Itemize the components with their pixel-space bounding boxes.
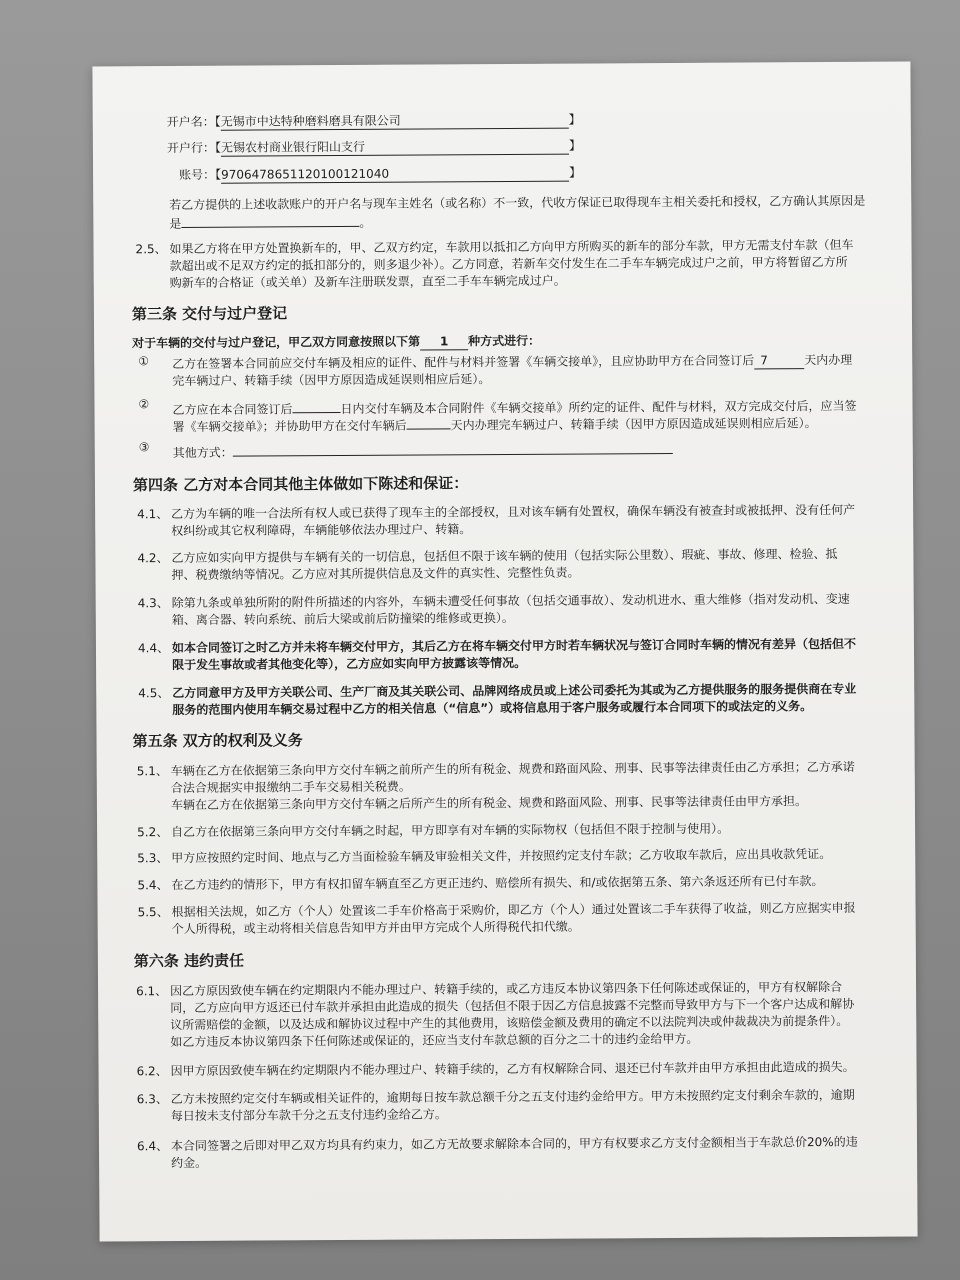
section-6-c3-num: 6.3、: [136, 1092, 168, 1107]
section-3-item3-label: 其他方式：: [172, 445, 233, 461]
account-bank-row: [167, 138, 581, 158]
account-mismatch-line1: 若乙方提供的上述收款账户的开户名与现车主姓名（或名称）不一致，代收方保证已取得现车主相关委托和授权，乙方确认其原因是: [169, 193, 866, 213]
section-3-item1-num: ①: [138, 354, 150, 369]
account-number-close: 】: [569, 165, 582, 180]
section-3-item2-prefix: 乙方应在本合同签订后: [172, 402, 293, 418]
section-6-c2-num: 6.2、: [136, 1064, 168, 1079]
account-bank-label: 开户行：【: [166, 140, 221, 156]
section-5-c3-num: 5.3、: [137, 851, 169, 866]
account-mismatch-suffix: 。: [359, 215, 372, 230]
section-5-c4-num: 5.4、: [137, 878, 169, 893]
section-6-c4-num: 6.4、: [136, 1139, 169, 1154]
section-6-c3-l1: 乙方未按照约定交付车辆或相关证件的，逾期每日按车款总额千分之五支付违约金给甲方。甲方未按照约定支付剩余车款的，逾期: [170, 1087, 855, 1107]
section-3-item2-num: ②: [138, 397, 150, 412]
section-6-c4-l1: 本合同签署之后即对甲乙双方均具有约束力，如乙方无故要求解除本合同的，甲方有权要求乙方支付金额相当于车款总价20%的违: [170, 1134, 858, 1154]
section-4-c1-l1: 乙方为车辆的唯一合法所有权人或已获得了现车主的全部授权，且对该车辆有处置权，确保车辆没有被查封或被抵押、没有任何产: [171, 502, 856, 522]
section-5-c3-l1: 甲方应按照约定时间、地点与乙方当面检验车辆及审验相关文件，并按照约定支付车款；乙方收取车款后，应出具收款凭证。: [171, 847, 832, 866]
section-4-c5-l1: 乙方同意甲方及甲方关联公司、生产厂商及其关联公司、品牌网络成员或上述公司委托为其或为乙方提供服务的服务提供商在专业: [172, 681, 857, 701]
account-mismatch-line2: [169, 212, 371, 232]
account-name-row: [167, 112, 581, 132]
section-3-item1-line1: [172, 352, 852, 373]
account-mismatch-blank: [181, 212, 359, 228]
account-name-label: 开户名：【: [166, 114, 221, 130]
account-bank-value: 无锡农村商业银行阳山支行: [221, 138, 569, 157]
section-6-c3-l2: 每日按未支付部分车款千分之五支付违约金给乙方。: [170, 1107, 447, 1124]
clause-2-5-line1: 如果乙方将在甲方处置换新车的，甲、乙双方约定，车款用以抵扣乙方向甲方所购买的新车的部分车款，甲方无需支付车款（但车: [169, 237, 854, 257]
section-6-title: 第六条 违约责任: [133, 951, 245, 971]
contract-content: [92, 62, 917, 1242]
section-3-item1-suffix: 天内办理: [804, 352, 853, 368]
section-3-item3-blank: [233, 439, 673, 457]
section-5-c2-num: 5.2、: [137, 825, 169, 840]
section-5-c1-num: 5.1、: [136, 764, 168, 779]
section-3-item1-prefix: 乙方在签署本合同前应交付车辆及相应的证件、配件与材料并签署《车辆交接单》，且应协助甲方在合同签订后: [172, 353, 755, 372]
section-3-item2-l2-prefix: 署《车辆交接单》；并协助甲方在交付车辆后: [172, 418, 407, 435]
account-name-close: 】: [568, 112, 581, 127]
section-3-item3-num: ③: [138, 440, 150, 455]
section-6-c1-l2: 同，乙方应向甲方返还已付车款并承担由此造成的损失（包括但不限于因乙方信息披露不完整而导致甲方与下一个客户达成和解协: [170, 996, 855, 1016]
clause-2-5-num: 2.5、: [135, 242, 167, 257]
section-4-c3-num: 4.3、: [137, 596, 169, 611]
section-6-c1-l3: 议所需赔偿的金额，以及达成和解协议过程中产生的其他费用，该赔偿金额及费用的确定不以法院判决或仲裁裁决为前提条件）。: [170, 1013, 849, 1033]
section-3-title: 第三条 交付与过户登记: [131, 304, 288, 324]
section-3-item2-transfer-blank: [407, 414, 451, 429]
section-4-c1-num: 4.1、: [137, 507, 169, 522]
section-3-intro-suffix: 种方式进行：: [468, 333, 541, 349]
section-4-c3-l2: 箱、离合器、转向系统、前后大梁或前后防撞梁的维修或更换）。: [171, 610, 514, 628]
clause-2-5-line3: 购新车的合格证（或关单）及新车注册联发票，直至二手车车辆完成过户。: [169, 273, 566, 291]
account-number-row: [179, 165, 581, 184]
account-mismatch-prefix: 是: [169, 216, 182, 232]
section-4-title: 第四条 乙方对本合同其他主体做如下陈述和保证：: [132, 474, 469, 495]
section-3-intro-value: 1: [420, 333, 468, 350]
account-number-label: 账号：【: [179, 167, 222, 182]
section-4-c2-num: 4.2、: [137, 551, 169, 566]
section-4-c4-num: 4.4、: [137, 641, 170, 656]
section-5-title: 第五条 双方的权利及义务: [132, 731, 303, 751]
section-4-c5-num: 4.5、: [138, 686, 170, 701]
section-5-c2-l1: 自乙方在依据第三条向甲方交付车辆之时起，甲方即享有对车辆的实际物权（包括但不限于控制与使用）。: [171, 821, 730, 840]
account-number-value: 970647865112010012104​0: [221, 165, 569, 184]
section-3-item1-days: 7: [754, 352, 804, 369]
contract-page: [92, 62, 917, 1242]
section-5-c1-l1: 车辆在乙方在依据第三条向甲方交付车辆之前所产生的所有税金、规费和路面风险、刑事、民事等法律责任由乙方承担；乙方承诺: [170, 759, 855, 779]
section-3-item2-days-blank: [292, 398, 340, 413]
section-6-c1-num: 6.1、: [136, 984, 168, 999]
section-3-item3-row: [173, 439, 673, 461]
clause-2-5-line2: 款超出或不足双方约定的抵扣部分的，则多退少补）。乙方同意，若新车交付发生在二手车车辆完成过户之前，甲方将暂留乙方所: [169, 254, 848, 274]
section-5-c1-l2: 合法合规据实申报缴纳二手车交易相关税费。: [170, 779, 411, 796]
section-6-c4-l2: 约金。: [171, 1155, 208, 1171]
section-5-c1-l3: 车辆在乙方在依据第三条向甲方交付车辆之后所产生的所有税金、规费和路面风险、刑事、民事等法律责任由甲方承担。: [170, 794, 807, 813]
section-5-c5-l2: 个人所得税，或主动将相关信息告知甲方并由甲方完成个人所得税代扣代缴。: [171, 919, 580, 937]
section-3-item2-line2: [173, 412, 817, 435]
section-4-c3-l1: 除第九条或单独所附的附件所描述的内容外，车辆未遭受任何事故（包括交通事故）、发动机进水、重大维修（指对发动机、变速: [171, 591, 850, 611]
section-4-c2-l2: 押、税费缴纳等情况。乙方应对其所提供信息及文件的真实性、完整性负责。: [171, 565, 580, 583]
section-3-item2-suffix: 日内交付车辆及本合同附件《车辆交接单》所约定的证件、配件与材料，双方完成交付后，应当签: [340, 398, 857, 417]
section-6-c1-l4: 如乙方违反本协议第四条下任何陈述或保证的，还应当支付车款总额的百分之二十的违约金给甲方。: [170, 1031, 699, 1050]
section-3-item1-line2: 完车辆过户、转籍手续（因甲方原因造成延误则相应后延）。: [172, 372, 491, 389]
section-4-c1-l2: 权纠纷或其它权利障碍，车辆能够依法办理过户、转籍。: [171, 522, 472, 539]
account-name-value: 无锡市中达特种磨料磨具有限公司: [221, 112, 569, 131]
section-3-intro-prefix: 对于车辆的交付与过户登记，甲乙双方同意按照以下第: [132, 334, 421, 351]
section-6-c1-l1: 因乙方原因致使车辆在约定期限内不能办理过户、转籍手续的，或乙方违反本协议第四条下任何陈述或保证的，甲方有权解除合: [170, 979, 843, 999]
account-bank-close: 】: [568, 138, 581, 153]
section-4-c4-l1: 如本合同签订之时乙方并未将车辆交付甲方，其后乙方在将车辆交付甲方时若车辆状况与签订合同时车辆的情况有差异（包括但不: [171, 636, 857, 656]
section-6-c2-l1: 因甲方原因致使车辆在约定期限内不能办理过户、转籍手续的，乙方有权解除合同、退还已付车款并由甲方承担由此造成的损失。: [170, 1059, 855, 1079]
section-3-intro: [132, 333, 540, 352]
section-4-c2-l1: 乙方应如实向甲方提供与车辆有关的一切信息，包括但不限于该车辆的使用（包括实际公里数）、瑕疵、事故、修理、检验、抵: [171, 546, 838, 566]
section-5-c5-num: 5.5、: [137, 905, 169, 920]
section-4-c4-l2: 限于发生事故或者其他变化等），乙方应如实向甲方披露该等情况。: [172, 655, 527, 673]
section-3-item2-l2-suffix: 天内办理完车辆过户、转籍手续（因甲方原因造成延误则相应后延）。: [450, 416, 817, 433]
section-4-c5-l2: 服务的范围内使用车辆交易过程中乙方的相关信息（“信息”）或将信息用于客户服务或履行本合同项下的或法定的义务。: [172, 699, 813, 718]
section-5-c5-l1: 根据相关法规，如乙方（个人）处置该二手车价格高于采购价，即乙方（个人）通过处置该二手车获得了收益，则乙方应据实申报: [171, 900, 856, 920]
section-5-c4-l1: 在乙方违约的情形下，甲方有权扣留车辆直至乙方更正违约、赔偿所有损失、和/或依据第五条、第六条返还所有已付车款。: [171, 874, 824, 893]
